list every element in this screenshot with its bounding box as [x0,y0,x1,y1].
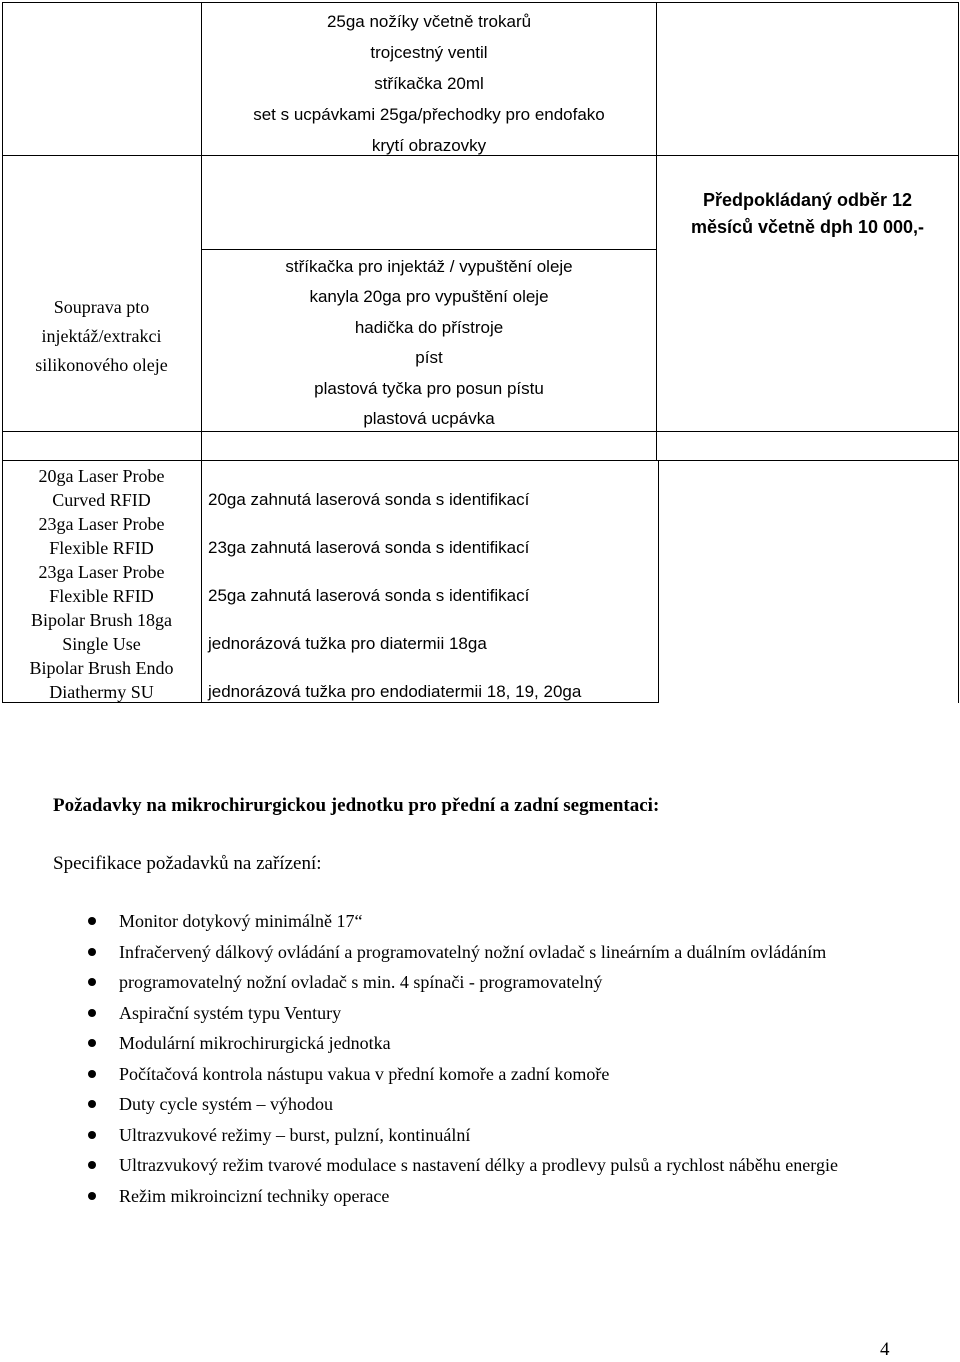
list-item [88,998,908,1029]
list-item: trojcestný ventil [370,43,488,62]
list-item [88,1120,908,1151]
bullet-icon [88,948,96,956]
table-rule [2,2,959,3]
list-item: 25ga nožíky včetně trokarů [326,12,532,31]
kit-name-line: silikonového oleje [35,355,168,375]
probe-names [2,464,201,704]
probe-name-line: 23ga Laser Probe [38,562,165,582]
probe-name [2,560,201,608]
list-item [88,1028,908,1059]
list-item [88,1150,908,1181]
price-note-line: Předpokládaný odběr 12 [702,190,913,210]
table-rule [201,249,657,250]
probe-name-line: Flexible RFID [49,586,154,606]
list-item: stříkačka pro injektáž / vypuštění oleje [285,257,573,276]
probe-name-line: Diathermy SU [49,682,154,702]
probe-name-line: 23ga Laser Probe [38,514,165,534]
section-heading: Požadavky na mikrochirurgickou jednotku pro přední a zadní segmentaci: [53,795,660,816]
bullet-icon [88,1070,96,1078]
list-item-text: Ultrazvukové režimy – burst, pulzní, kontinuální [119,1124,471,1145]
row1-items [201,6,657,161]
list-item-text: Aspirační systém typu Ventury [119,1002,342,1023]
list-item: plastová tyčka pro posun pístu [314,378,544,398]
list-item-text: Modulární mikrochirurgická jednotka [119,1033,391,1053]
list-item: hadička do přístroje [354,317,504,337]
probe-desc: jednorázová tužka pro diatermii 18ga [208,634,487,653]
bullet-icon [88,1100,96,1108]
table-rule [201,460,202,703]
kit-name-line: Souprava pto [53,297,150,317]
list-item-text: Počítačová kontrola nástupu vakua v přední komoře a zadní komoře [119,1063,610,1084]
bullet-icon [88,917,96,925]
bullet-icon [88,978,96,986]
probe-name [2,464,201,512]
list-item: stříkačka 20ml [374,74,484,93]
bullet-icon [88,1039,96,1047]
list-item: krytí obrazovky [371,136,487,155]
probe-name-line: Bipolar Brush 18ga [31,610,172,630]
list-item-text: Duty cycle systém – výhodou [119,1094,333,1114]
bullet-icon [88,1161,96,1169]
probe-name [2,656,201,704]
probe-name-line: Flexible RFID [49,538,154,558]
probe-name-line: Curved RFID [52,490,151,510]
list-item-text: programovatelný nožní ovladač s min. 4 spínači - programovatelný [119,972,603,992]
probe-name-line: 20ga Laser Probe [38,466,165,486]
requirements-list [88,906,908,1211]
list-item [88,967,908,998]
list-item [88,1059,908,1090]
probe-name [2,608,201,656]
table-rule [958,460,959,703]
bullet-icon [88,1131,96,1139]
list-item: píst [415,348,443,368]
list-item: set s ucpávkami 25ga/přechodky pro endofako [253,105,605,124]
list-item [88,906,908,937]
list-item [88,1089,908,1120]
list-item [88,937,908,968]
probe-desc: jednorázová tužka pro endodiatermii 18, 19, 20ga [208,682,582,701]
list-item-text: Monitor dotykový minimálně 17“ [119,911,363,931]
probe-desc: 25ga zahnutá laserová sonda s identifikací [208,586,530,605]
probe-desc: 20ga zahnutá laserová sonda s identifikací [208,490,530,509]
list-item: plastová ucpávka [363,409,495,429]
table-rule [658,460,659,703]
list-item-text: Ultrazvukový režim tvarové modulace s nastavení délky a prodlevy pulsů a rychlost náběhu energie [119,1155,838,1175]
probe-name-line: Bipolar Brush Endo [29,658,174,678]
list-item-text: Infračervený dálkový ovládání a programovatelný nožní ovladač s lineárním a duálním ovládáním [119,941,827,962]
probe-name-line: Single Use [62,634,141,654]
kit-name [2,293,201,380]
probe-desc: 23ga zahnutá laserová sonda s identifikací [208,538,530,557]
table-rule [958,2,959,461]
row2-items [201,252,657,434]
section-subheading: Specifikace požadavků na zařízení: [53,853,322,874]
probe-descriptions [208,488,581,728]
kit-name-line: injektáž/extrakci [41,326,162,346]
table-rule [2,460,959,461]
list-item: kanyla 20ga pro vypuštění oleje [309,287,549,307]
list-item-text: Režim mikroincizní techniky operace [119,1185,390,1206]
bullet-icon [88,1192,96,1200]
page-number: 4 [880,1339,890,1360]
price-note [657,187,958,241]
probe-name [2,512,201,560]
list-item [88,1181,908,1212]
table-rule [2,2,3,461]
price-note-line: měsíců včetně dph 10 000,- [690,217,925,237]
bullet-icon [88,1009,96,1017]
